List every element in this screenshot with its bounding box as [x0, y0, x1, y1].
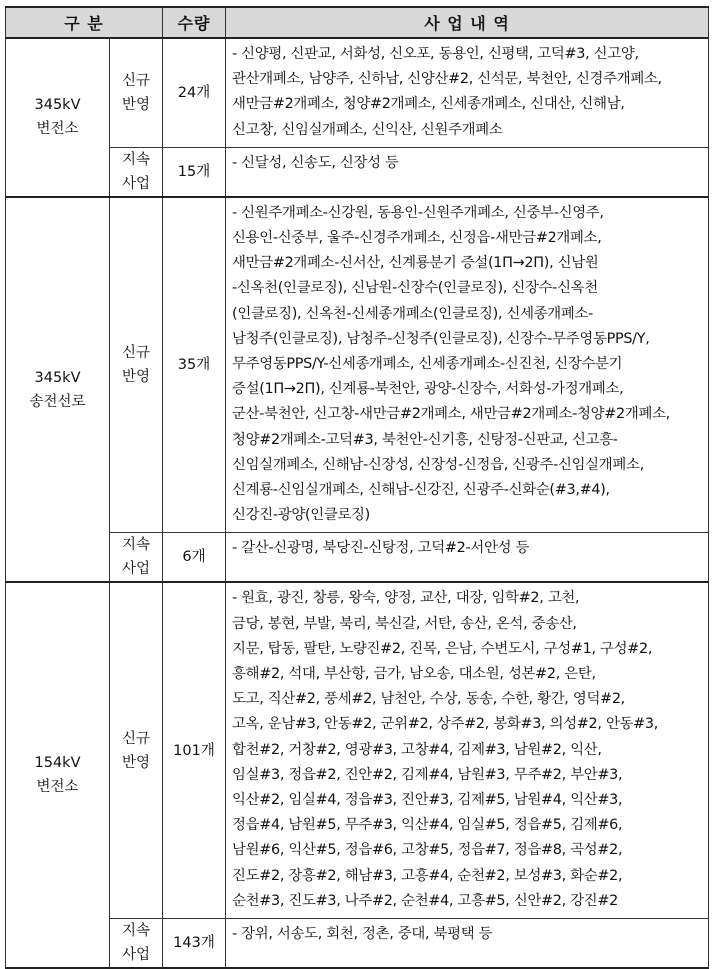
detail-line: - 신양평, 신판교, 서화성, 신오포, 동용인, 신평택, 고덕#3, 신고양,: [232, 46, 639, 62]
detail-line: - 신원주개폐소-신강원, 동용인-신원주개폐소, 신중부-신영주,: [232, 204, 604, 221]
detail-line: - 신달성, 신송도, 신장성 등: [232, 154, 399, 171]
detail-line: 신강진-광양(인클로징): [232, 507, 370, 524]
row-details: [226, 197, 709, 533]
detail-line: -신옥천(인클로징), 신남원-신장수(인클로징), 신장수-신옥천: [232, 280, 598, 297]
group-name-line2: 변전소: [36, 121, 79, 138]
detail-line: 정읍#4, 남원#5, 무주#3, 익산#4, 임실#5, 정읍#5, 김제#6,: [232, 817, 623, 834]
table-row: [6, 533, 709, 583]
detail-line: 고옥, 운남#3, 안동#2, 군위#2, 상주#2, 봉화#3, 의성#2, 안동#3,: [232, 716, 659, 733]
row-type-line2: 반영: [122, 369, 151, 386]
detail-line: - 장위, 서송도, 회천, 정촌, 중대, 북평택 등: [232, 926, 493, 943]
row-details: [226, 38, 709, 147]
detail-line: 무주영동PPS/Y-신세종개폐소, 신세종개폐소-신진천, 신장수분기: [232, 356, 623, 373]
row-type-line2: 사업: [122, 561, 151, 578]
detail-line: 진도#2, 장흥#2, 해남#3, 고흥#4, 순천#2, 보성#3, 화순#2,: [232, 867, 623, 884]
detail-line: - 원효, 광진, 창릉, 왕숙, 양정, 교산, 대장, 임학#2, 고천,: [232, 590, 580, 607]
group-label: [6, 197, 110, 583]
detail-line: 신고창, 신임실개폐소, 신익산, 신원주개폐소: [232, 121, 503, 138]
detail-line: 신계룡-신임실개폐소, 신해남-신강진, 신광주-신화순(#3,#4),: [232, 482, 610, 499]
detail-line: 새만금#2개폐소, 청양#2개폐소, 신세종개폐소, 신대산, 신해남,: [232, 96, 625, 113]
row-details: [226, 582, 709, 918]
header-quantity: 수량: [163, 7, 226, 38]
header-details: 사 업 내 역: [226, 7, 709, 38]
detail-line: 금당, 봉현, 부발, 북리, 북신갈, 서탄, 송산, 온석, 중송산,: [232, 615, 577, 632]
detail-line: - 갈산-신광명, 북당진-신탕정, 고덕#2-서안성 등: [232, 540, 530, 557]
row-type-line1: 신규: [122, 72, 151, 89]
table-header-row: [6, 7, 709, 38]
row-quantity: 24개: [163, 38, 226, 147]
detail-line: 군산-북천안, 신고창-새만금#2개폐소, 새만금#2개폐소-청양#2개폐소,: [232, 406, 670, 423]
group-name-line1: 345kV: [34, 97, 81, 114]
row-details: [226, 533, 709, 583]
table-row: [6, 582, 709, 918]
table-row: [6, 919, 709, 969]
table-container: [5, 6, 708, 969]
detail-line: 관산개폐소, 남양주, 신하남, 신양산#2, 신석문, 북천안, 신경주개폐소,: [232, 71, 662, 88]
header-category: 구 분: [6, 7, 163, 38]
detail-line: 새만금#2개폐소-신서산, 신계룡분기 증설(1П→2П), 신남원: [232, 255, 599, 272]
detail-line: 남청주(인클로징), 남청주-신청주(인클로징), 신장수-무주영동PPS/Y,: [232, 330, 650, 347]
detail-line: (인클로징), 신옥천-신세종개폐소(인클로징), 신세종개폐소-: [232, 305, 593, 322]
row-type: [110, 38, 163, 147]
group-label: [6, 582, 110, 968]
row-quantity: 6개: [163, 533, 226, 583]
row-quantity: 35개: [163, 197, 226, 533]
detail-line: 임실#3, 정읍#2, 진안#2, 김제#4, 남원#3, 무주#2, 부안#3,: [232, 766, 623, 783]
detail-line: 순천#3, 진도#3, 나주#2, 순천#4, 고흥#5, 신안#2, 강진#2: [232, 892, 619, 909]
project-table: [5, 6, 709, 969]
group-name-line2: 송전선로: [29, 393, 86, 410]
detail-line: 합천#2, 거창#2, 영광#3, 고창#4, 김제#3, 남원#2, 익산,: [232, 741, 602, 758]
group-label: [6, 38, 110, 197]
detail-line: 흥해#2, 석대, 부산항, 금가, 남오송, 대소원, 성본#2, 은탄,: [232, 666, 596, 683]
detail-line: 익산#2, 임실#4, 정읍#3, 진안#3, 김제#5, 남원#4, 익산#3,: [232, 792, 623, 809]
row-quantity: 101개: [163, 582, 226, 918]
row-type-line1: 지속: [122, 537, 151, 554]
row-type-line2: 사업: [122, 175, 151, 192]
row-type-line2: 사업: [122, 947, 151, 964]
row-quantity: 15개: [163, 147, 226, 197]
table-row: [6, 38, 709, 147]
row-quantity: 143개: [163, 919, 226, 969]
row-type-line1: 신규: [122, 730, 151, 747]
row-details: [226, 147, 709, 197]
row-type-line1: 신규: [122, 345, 151, 362]
detail-line: 남원#6, 익산#5, 정읍#6, 고창#5, 정읍#7, 정읍#8, 곡성#2,: [232, 842, 623, 859]
detail-line: 도고, 직산#2, 풍세#2, 남천안, 수상, 동송, 수한, 황간, 영덕#2,: [232, 691, 625, 708]
detail-line: 신용인-신중부, 울주-신경주개폐소, 신정읍-새만금#2개폐소,: [232, 230, 602, 247]
row-type: [110, 147, 163, 197]
row-details: [226, 919, 709, 969]
row-type-line2: 반영: [122, 754, 151, 771]
group-name-line1: 345kV: [34, 369, 81, 386]
table-row: [6, 197, 709, 533]
group-name-line1: 154kV: [34, 755, 81, 772]
row-type: [110, 919, 163, 969]
group-name-line2: 변전소: [36, 779, 79, 796]
row-type: [110, 197, 163, 533]
row-type-line2: 반영: [122, 96, 151, 113]
detail-line: 신임실개폐소, 신해남-신장성, 신장성-신정읍, 신광주-신임실개폐소,: [232, 456, 644, 473]
table-body: [6, 38, 709, 968]
detail-line: 청양#2개폐소-고덕#3, 북천안-신기흥, 신탕정-신판교, 신고흥-: [232, 431, 618, 448]
row-type: [110, 582, 163, 918]
table-row: [6, 147, 709, 197]
row-type: [110, 533, 163, 583]
row-type-line1: 지속: [122, 923, 151, 940]
row-type-line1: 지속: [122, 151, 151, 168]
detail-line: 지문, 탑동, 팔탄, 노량진#2, 진목, 은남, 수변도시, 구성#1, 구성#2,: [232, 640, 653, 657]
detail-line: 증설(1П→2П), 신계룡-북천안, 광양-신장수, 서화성-가정개폐소,: [232, 381, 624, 398]
